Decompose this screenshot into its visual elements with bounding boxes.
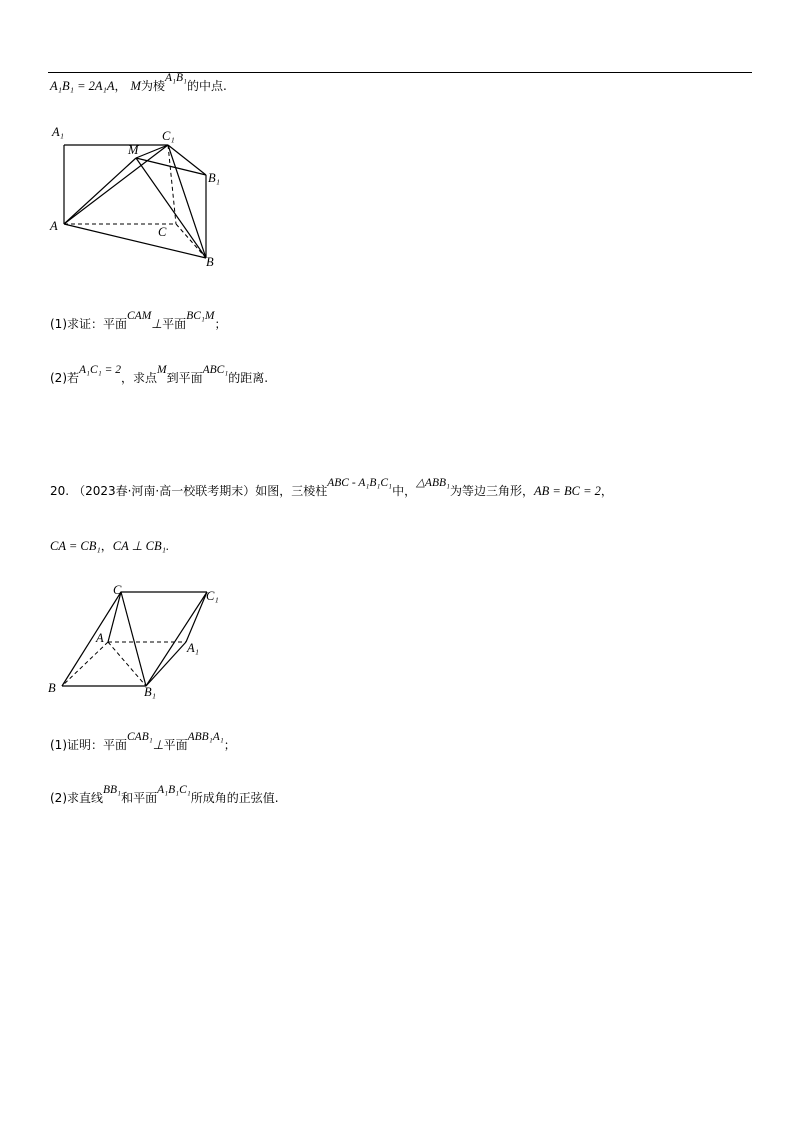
q20-part1-plane2: ABB₁A₁ [187,731,224,743]
q20-part1-plane1: CAB₁ [127,731,153,743]
q19-label-b1: B₁ [208,171,220,185]
q19-part2-cond: A₁C₁ = 2 [79,364,121,376]
q20-label-c: C [113,583,122,597]
q19-label-a1: A₁ [52,125,64,139]
q20-cond2: CA ⊥ CB₁ [112,539,166,553]
q19-part2: (2)若A₁C₁ = 2，求点M到平面ABC₁的距离. [50,364,269,385]
q20-triangle: △ABB₁ [416,477,450,489]
q20-eq: AB = BC = 2 [534,484,601,498]
q19-part1-plane2: BC₁M [186,310,215,322]
q20-part2-line: BB₁ [103,784,122,796]
header-rule [48,72,752,73]
q20-label-b: B [48,681,56,695]
q19-label-c1: C₁ [162,129,175,143]
q20-label-b1: B₁ [144,685,156,699]
q19-given-eq: A₁B₁ = 2A₁A [50,79,115,93]
q19-part2-plane: ABC₁ [202,364,229,376]
q20-source: （2023春·河南·高一校联考期末）如图，三棱柱 [73,484,328,498]
q20-number: 20. [50,484,70,498]
q20-label-c1: C₁ [206,589,219,603]
q19-prism-figure [40,118,240,278]
q19-part1-plane1: CAM [127,310,152,322]
q19-given-m: M [130,79,141,93]
q20-label-a1: A₁ [187,641,199,655]
q20-label-a: A [96,631,104,645]
q19-given: A₁B₁ = 2A₁A， M为棱A₁B₁的中点. [50,72,227,93]
q20-part2-plane: A₁B₁C₁ [157,784,191,796]
q19-label-b: B [206,255,214,269]
q20-stem: 20. （2023春·河南·高一校联考期末）如图，三棱柱ABC - A₁B₁C₁中，△ABB₁为等边三角形，AB = BC = 2， [50,477,613,498]
q20-conditions: CA = CB₁，CA ⊥ CB₁. [50,539,170,553]
q19-label-m: M [128,143,139,157]
q20-prism: ABC - A₁B₁C₁ [327,477,393,489]
q19-label-c: C [158,225,167,239]
q20-part1: (1)证明：平面CAB₁⊥平面ABB₁A₁； [50,731,236,752]
q19-given-edge: A₁B₁ [164,72,187,84]
q20-cond1: CA = CB₁ [50,539,101,553]
q20-prism-figure [40,580,240,700]
q19-label-a: A [50,219,58,233]
q20-part2: (2)求直线BB₁和平面A₁B₁C₁所成角的正弦值. [50,784,279,805]
q19-part1: (1)求证：平面CAM⊥平面BC₁M； [50,310,227,331]
q19-part2-point: M [156,364,167,376]
